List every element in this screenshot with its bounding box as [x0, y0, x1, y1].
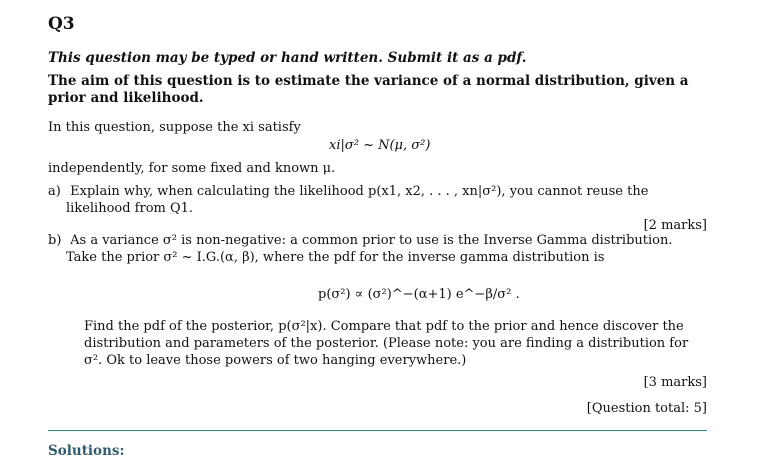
- part-a-label: a): [48, 184, 61, 199]
- part-b-text: As a variance σ² is non-negative: a common prior to use is the Inverse Gamma distribution. Take the prior σ² ~ I.G.(α, β), where the pdf for the inverse gamma distribution is: [66, 233, 673, 265]
- part-b-label: b): [48, 233, 62, 248]
- solutions-heading: Solutions:: [48, 443, 125, 459]
- part-b: [48, 232, 707, 266]
- part-b-marks: [3 marks]: [643, 375, 707, 390]
- intro-text: In this question, suppose the xi satisfy: [48, 120, 301, 135]
- part-b-followup: Find the pdf of the posterior, p(σ²|x). Compare that pdf to the prior and hence discover the distribution and parameters of the posterior. (Please note: you are finding a distribution for σ². Ok to leave those powers of two hanging everywhere.): [84, 319, 689, 368]
- part-a: [48, 183, 707, 217]
- question-aim: The aim of this question is to estimate the variance of a normal distribution, given a prior and likelihood.: [48, 73, 689, 106]
- question-total: [Question total: 5]: [586, 401, 707, 416]
- question-title: Q3: [48, 14, 75, 34]
- model-equation: xi|σ² ~ N(μ, σ²): [329, 138, 431, 153]
- part-a-text: Explain why, when calculating the likelihood p(x1, x2, . . . , xn|σ²), you cannot reuse the likelihood from Q1.: [66, 184, 649, 216]
- part-a-marks: [2 marks]: [643, 218, 707, 233]
- independence-text: independently, for some fixed and known μ.: [48, 161, 336, 176]
- section-divider: [48, 430, 707, 431]
- submission-instruction: This question may be typed or hand written. Submit it as a pdf.: [48, 50, 527, 66]
- inverse-gamma-pdf-equation: p(σ²) ∝ (σ²)^−(α+1) e^−β/σ² .: [318, 287, 520, 302]
